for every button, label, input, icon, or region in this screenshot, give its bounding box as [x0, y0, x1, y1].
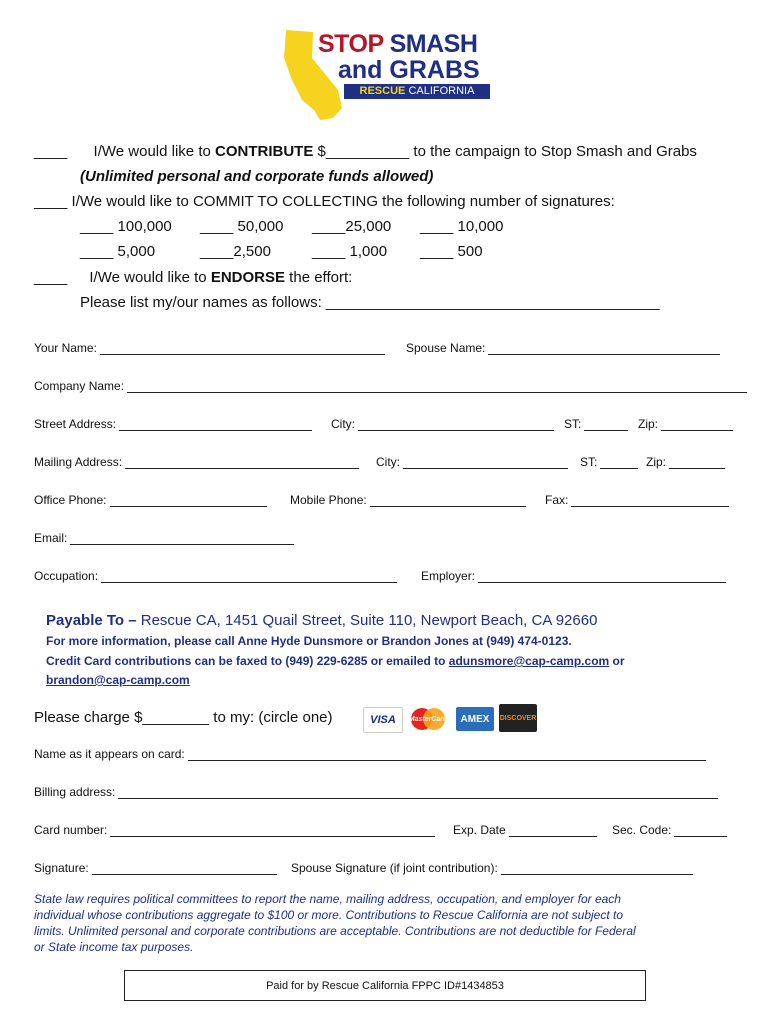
sec-code-label: Sec. Code: — [612, 823, 672, 837]
employer-label: Employer: — [421, 569, 476, 583]
cc-pre: Credit Card contributions can be faxed to (949) 229-6285 or emailed to — [46, 654, 449, 668]
mailing-address-field[interactable] — [34, 455, 359, 469]
office-phone-field[interactable] — [34, 493, 267, 507]
payable-line — [46, 612, 597, 629]
contribute-pre: I/We would like to — [93, 143, 215, 160]
street-city-field[interactable] — [331, 417, 554, 431]
st-label: ST: — [580, 455, 598, 469]
logo-smash: SMASH — [389, 30, 478, 58]
fax-label: Fax: — [545, 493, 569, 507]
paid-for-text: Paid for by Rescue California FPPC ID#1434853 — [266, 979, 504, 992]
card-number-label: Card number: — [34, 823, 108, 837]
your-name-label: Your Name: — [34, 341, 97, 355]
commit-option[interactable]: ____ 1,000 — [312, 243, 388, 260]
contribute-bold: CONTRIBUTE — [215, 143, 314, 160]
contribute-blank[interactable]: ____ — [34, 143, 68, 160]
billing-address-field[interactable] — [34, 785, 718, 799]
spouse-signature-field[interactable] — [291, 861, 693, 875]
occupation-field[interactable] — [34, 569, 397, 583]
commit-option[interactable]: ____2,500 — [200, 243, 271, 260]
street-st-field[interactable] — [564, 417, 628, 431]
company-name-field[interactable] — [34, 379, 747, 393]
logo-and-grabs: and GRABS — [338, 56, 480, 84]
commit-option[interactable]: ____25,000 — [312, 218, 392, 235]
logo-stop: STOP — [318, 30, 384, 58]
office-phone-label: Office Phone: — [34, 493, 107, 507]
amex-card-icon[interactable]: AMEX — [456, 707, 494, 731]
spouse-name-label: Spouse Name: — [406, 341, 486, 355]
mailing-st-field[interactable] — [580, 455, 638, 469]
endorse-blank[interactable]: ____ — [34, 269, 68, 286]
city-label: City: — [376, 455, 400, 469]
street-address-field[interactable] — [34, 417, 312, 431]
contribute-post: to the campaign to Stop Smash and Grabs — [409, 143, 697, 160]
mailing-zip-field[interactable] — [646, 455, 725, 469]
signature-label: Signature: — [34, 861, 89, 875]
endorse-bold: ENDORSE — [210, 269, 286, 286]
company-name-label: Company Name: — [34, 379, 125, 393]
payable-label: Payable To – — [46, 612, 137, 629]
commit-line: ____ I/We would like to COMMIT TO COLLECTING the following number of signatures: — [34, 193, 615, 210]
fax-field[interactable] — [545, 493, 729, 507]
logo-california: CALIFORNIA — [408, 85, 475, 97]
discover-card-icon[interactable]: DISCOVER — [499, 704, 537, 732]
mobile-phone-label: Mobile Phone: — [290, 493, 367, 507]
commit-option[interactable]: ____ 5,000 — [80, 243, 156, 260]
zip-label: Zip: — [646, 455, 667, 469]
commit-option[interactable]: ____ 50,000 — [200, 218, 284, 235]
your-name-field[interactable] — [34, 341, 385, 355]
name-on-card-label: Name as it appears on card: — [34, 747, 185, 761]
email-link-brandon[interactable]: brandon@cap-camp.com — [46, 673, 190, 687]
employer-field[interactable] — [421, 569, 726, 583]
commit-option[interactable]: ____ 100,000 — [80, 218, 172, 235]
spouse-signature-label: Spouse Signature (if joint contribution): — [291, 861, 498, 875]
exp-date-field[interactable] — [453, 823, 597, 837]
mastercard-label: MasterCard — [408, 715, 448, 723]
payable-address: Rescue CA, 1451 Quail Street, Suite 110, Newport Beach, CA 92660 — [136, 612, 598, 629]
more-info: For more information, please call Anne Hyde Dunsmore or Brandon Jones at (949) 474-0123. — [46, 634, 572, 648]
name-on-card-field[interactable] — [34, 747, 706, 761]
commit-option[interactable]: ____ 500 — [420, 243, 483, 260]
endorse-names[interactable]: Please list my/our names as follows: ________________________________________ — [80, 294, 660, 311]
zip-label: Zip: — [638, 417, 659, 431]
disclaimer-line: limits. Unlimited personal and corporate contributions are acceptable. Contributions are not deductible for Federal — [34, 924, 636, 938]
billing-address-label: Billing address: — [34, 785, 116, 799]
city-label: City: — [331, 417, 355, 431]
credit-card-info — [46, 654, 625, 668]
mailing-city-field[interactable] — [376, 455, 568, 469]
mastercard-icon[interactable] — [408, 707, 448, 731]
paid-for-box — [124, 970, 646, 1001]
mailing-address-label: Mailing Address: — [34, 455, 123, 469]
endorse-line — [34, 269, 352, 286]
charge-line[interactable]: Please charge $________ to my: (circle one) — [34, 709, 333, 726]
card-number-field[interactable] — [34, 823, 435, 837]
email2-line — [46, 673, 190, 687]
street-zip-field[interactable] — [638, 417, 733, 431]
signature-field[interactable] — [34, 861, 277, 875]
logo-tagline — [344, 84, 490, 99]
disclaimer-line: individual whose contributions aggregate to $100 or more. Contributions to Rescue California are not subject to — [34, 908, 624, 922]
logo — [278, 28, 498, 123]
st-label: ST: — [564, 417, 582, 431]
contribute-note: (Unlimited personal and corporate funds allowed) — [80, 168, 434, 185]
sec-code-field[interactable] — [612, 823, 727, 837]
email-label: Email: — [34, 531, 68, 545]
exp-date-label: Exp. Date — [453, 823, 506, 837]
contribute-amount[interactable]: $__________ — [313, 143, 410, 160]
disclaimer-line: or State income tax purposes. — [34, 940, 194, 954]
visa-card-icon[interactable]: VISA — [363, 707, 403, 733]
cc-or: or — [609, 654, 625, 668]
endorse-pre: I/We would like to — [89, 269, 211, 286]
endorse-post: the effort: — [285, 269, 353, 286]
contribute-line — [34, 143, 697, 160]
spouse-name-field[interactable] — [406, 341, 720, 355]
email-link-adunsmore[interactable]: adunsmore@cap-camp.com — [448, 654, 610, 668]
email-field[interactable] — [34, 531, 294, 545]
disclaimer — [34, 891, 636, 955]
mobile-phone-field[interactable] — [290, 493, 526, 507]
disclaimer-line: State law requires political committees to report the name, mailing address, occupation, and employer for each — [34, 892, 621, 906]
commit-option[interactable]: ____ 10,000 — [420, 218, 504, 235]
occupation-label: Occupation: — [34, 569, 99, 583]
street-address-label: Street Address: — [34, 417, 117, 431]
logo-rescue: RESCUE — [359, 85, 406, 97]
